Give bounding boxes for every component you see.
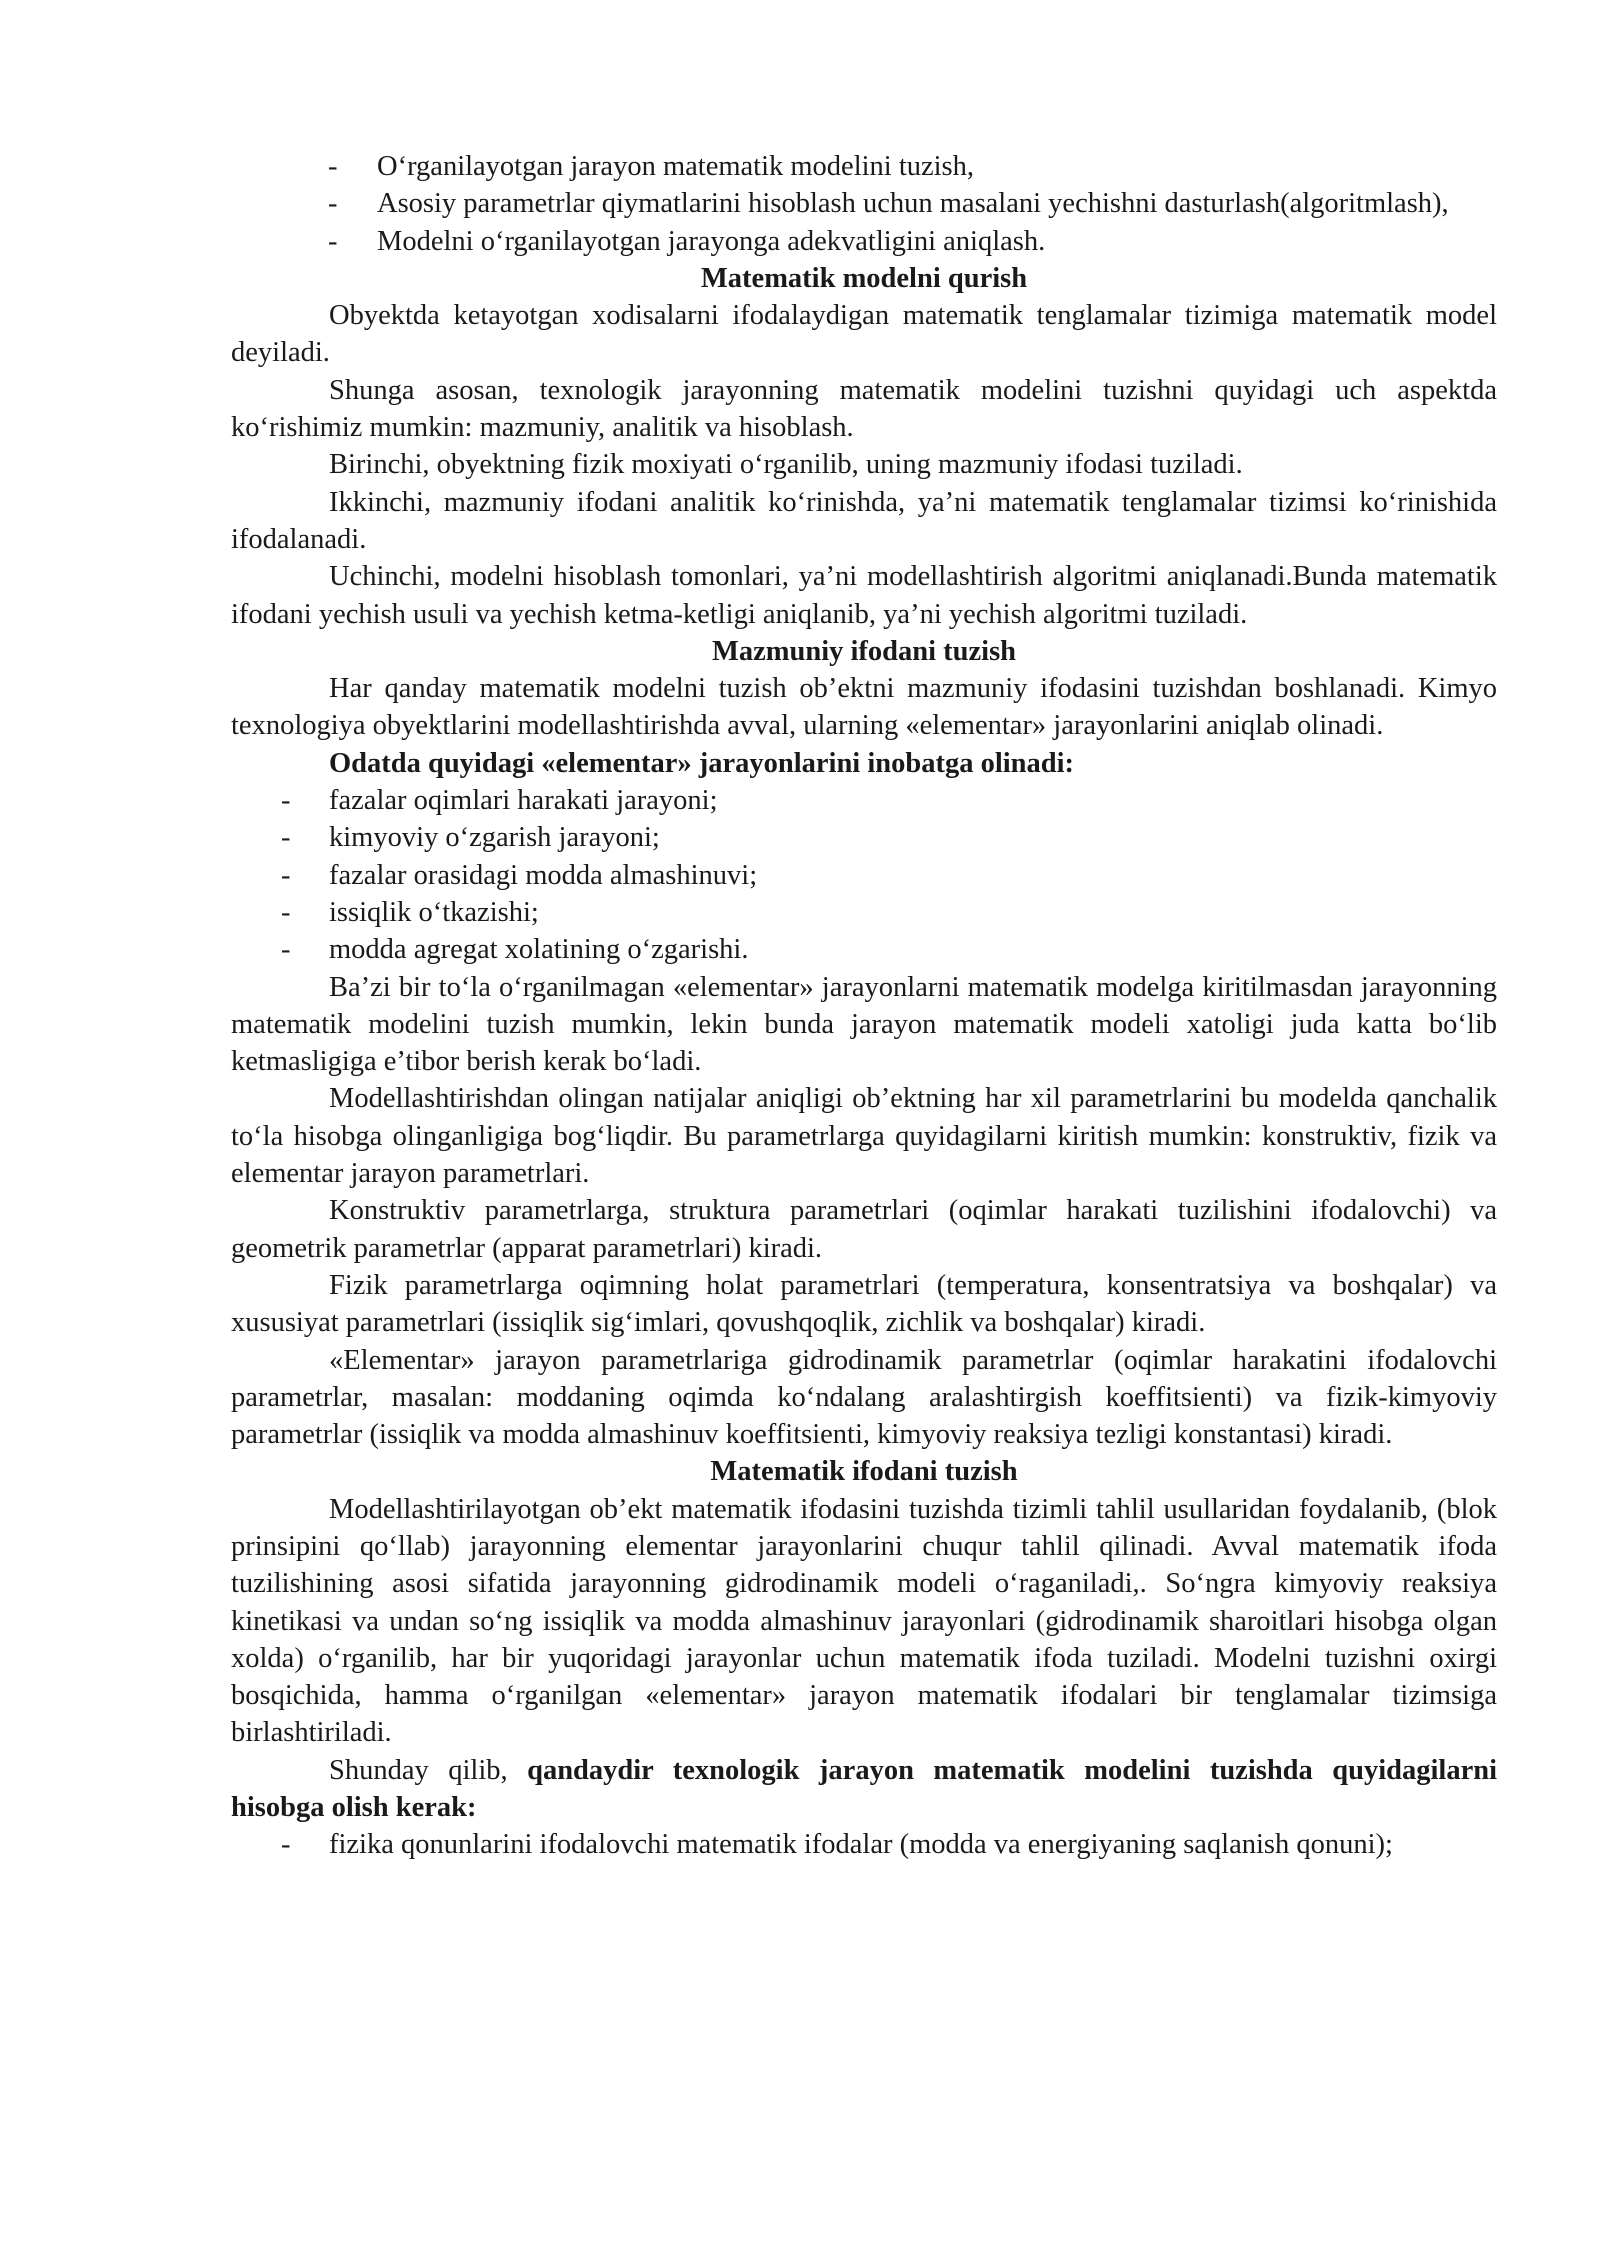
list-item [231,223,1497,260]
paragraph: Ba’zi bir to‘la o‘rganilmagan «elementar» jarayonlarni matematik modelga kiritilmasdan jarayonning matematik modelini tuzish mumkin, lekin bunda jarayon matematik modeli xatoligi juda katta bo‘lib ketmasligiga e’tibor berish kerak bo‘ladi. [231,971,1497,1078]
dash-bullet: - [281,785,291,817]
dash-bullet: - [281,896,291,928]
elementary-process-list [231,782,1497,968]
dash-bullet: - [328,225,338,257]
conclusion-bold-text: qandaydir texnologik jarayon matematik modelini tuzishda quyidagilarni hisobga olish kerak: [231,1754,1497,1824]
consideration-list [231,1826,1497,1863]
paragraph: Fizik parametrlarga oqimning holat parametrlari (temperatura, konsentratsiya va boshqalar) va xususiyat parametrlari (issiqlik sig‘imlari, qovushqoqlik, zichlik va boshqalar) kiradi. [231,1269,1497,1339]
list-item-text: Modelni o‘rganilayotgan jarayonga adekvatligini aniqlash. [377,225,1046,257]
paragraph: Obyektda ketayotgan xodisalarni ifodalaydigan matematik tenglamalar tizimiga matematik model deyiladi. [231,300,1497,369]
list-item-text: Asosiy parametrlar qiymatlarini hisoblash uchun masalani yechishni dasturlash(algoritmlash), [377,188,1449,220]
list-item [231,782,1497,819]
paragraph: Modellashtirishdan olingan natijalar aniqligi ob’ektning har xil parametrlarini bu modelda qanchalik to‘la hisobga olinganligiga bog‘liqdir. Bu parametrlarga quyidagilarni kiritish mumkin: konstruktiv, fizik va elementar jarayon parametrlari. [231,1083,1497,1190]
paragraph: Modellashtirilayotgan ob’ekt matematik ifodasini tuzishda tizimli tahlil usullaridan foydalanib, (blok prinsipini qo‘llab) jarayonning elementar jarayonlarini chuqur tahlil qilinadi. Avval matematik ifoda tuzilishining asosi sifatida jarayonning gidrodinamik modeli o‘raganiladi,. So‘ngra kimyoviy reaksiya kinetikasi va undan so‘ng issiqlik va modda almashinuv jarayonlari (gidrodinamik sharoitlari hisobga olgan xolda) o‘rganilib, har bir yuqoridagi jarayonlar uchun matematik ifoda tuziladi. Modelni tuzishni oxirgi bosqichida, hamma o‘rganilgan «elementar» jarayon matematik ifodalari bir tenglamalar tizimsiga birlashtiriladi. [231,1493,1497,1749]
document-page [231,148,1497,1864]
section-heading-model-building: Matematik modelni qurish [700,262,1028,294]
list-item-text: kimyoviy o‘zgarish jarayoni; [329,822,660,854]
list-item [231,931,1497,968]
dash-bullet: - [328,151,338,182]
list-item [231,148,1497,185]
paragraph: Ikkinchi, mazmuniy ifodani analitik ko‘rinishda, ya’ni matematik tenglamalar tizimsi ko‘rinishida ifodalanadi. [231,486,1497,555]
paragraph: Shunga asosan, texnologik jarayonning matematik modelini tuzishni quyidagi uch aspektda ko‘rishimiz mumkin: mazmuniy, analitik va hisoblash. [231,374,1497,444]
dash-bullet: - [281,1829,291,1861]
list-item-text: fazalar oqimlari harakati jarayoni; [329,785,718,817]
section-heading-content-expression: Mazmuniy ifodani tuzish [711,635,1017,667]
top-bullet-list [231,148,1497,260]
list-item-text: fizika qonunlarini ifodalovchi matematik ifodalar (modda va energiyaning saqlanish qonuni); [329,1829,1393,1861]
conclusion-normal-text: Shunday qilib, [329,1754,528,1786]
list-item-text: fazalar orasidagi modda almashinuvi; [329,859,758,891]
paragraph: Har qanday matematik modelni tuzish ob’ektni mazmuniy ifodasini tuzishdan boshlanadi. Kimyo texnologiya obyektlarini modellashtirishda avval, ularning «elementar» jarayonlarini aniqlab olinadi. [231,673,1497,742]
paragraph: «Elementar» jarayon parametrlariga gidrodinamik parametrlar (oqimlar harakatini ifodalovchi parametrlar, masalan: moddaning oqimda ko‘ndalang aralashtirgish koeffitsienti) va fizik-kimyoviy parametrlar (issiqlik va modda almashinuv koeffitsienti, kimyoviy reaksiya tezligi konstantasi) kiradi. [231,1344,1497,1451]
dash-bullet: - [281,859,291,891]
list-item [231,894,1497,931]
list-item [231,857,1497,894]
dash-bullet: - [281,822,291,854]
section-heading-math-expression: Matematik ifodani tuzish [710,1456,1018,1488]
list-item-text: modda agregat xolatining o‘zgarishi. [329,934,749,966]
bold-lead-line: Odatda quyidagi «elementar» jarayonlarini inobatga olinadi: [329,747,1075,779]
paragraph: Uchinchi, modelni hisoblash tomonlari, ya’ni modellashtirish algoritmi aniqlanadi.Bunda matematik ifodani yechish usuli va yechish ketma-ketligi aniqlanib, ya’ni yechish algoritmi tuziladi. [231,561,1497,630]
list-item [231,185,1497,222]
list-item-text: O‘rganilayotgan jarayon matematik modelini tuzish, [377,151,975,182]
list-item [231,1826,1497,1863]
paragraph: Birinchi, obyektning fizik moxiyati o‘rganilib, uning mazmuniy ifodasi tuziladi. [329,449,1243,481]
paragraph-conclusion [231,1752,1497,1827]
list-item-text: issiqlik o‘tkazishi; [329,896,539,928]
list-item [231,819,1497,856]
dash-bullet: - [328,188,338,220]
dash-bullet: - [281,934,291,966]
paragraph: Konstruktiv parametrlarga, struktura parametrlari (oqimlar harakati tuzilishini ifodalovchi) va geometrik parametrlar (apparat parametrlari) kiradi. [231,1195,1497,1264]
